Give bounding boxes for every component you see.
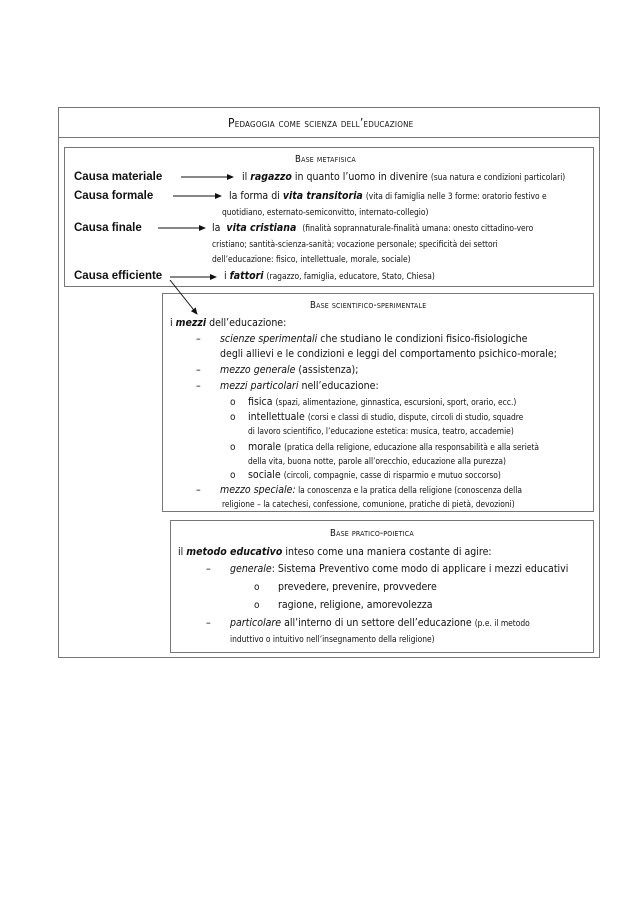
sociale-item: sociale (circoli, compagnie, casse di risparmio e mutuo soccorso)	[248, 469, 501, 481]
causa-finale-label: Causa finale	[74, 222, 142, 234]
dash-particolari: –	[196, 380, 201, 392]
scienze-line2: degli allievi e le condizioni e leggi del comportamento psichico-morale;	[220, 348, 557, 360]
pratico-heading: Base pratico-poietica	[330, 528, 414, 539]
dash-generale-metodo: –	[206, 563, 211, 575]
fisica-item: fisica (spazi, alimentazione, ginnastica, escursioni, sport, orario, ecc.)	[248, 396, 517, 408]
causa-formale-label: Causa formale	[74, 190, 154, 202]
bullet-prevedere: o	[254, 582, 260, 593]
causa-efficiente-label: Causa efficiente	[74, 270, 163, 282]
causa-formale-note2: quotidiano, esternato-semiconvitto, internato-collegio)	[222, 207, 429, 217]
dash-particolare-metodo: –	[206, 617, 211, 629]
bullet-intellettuale: o	[230, 412, 236, 423]
causa-finale-text: la vita cristiana (finalità soprannaturale-finalità umana: onesto cittadino-vero	[212, 222, 534, 234]
arrow-to-mezzi	[170, 280, 197, 314]
mezzi-intro: i mezzi dell’educazione:	[170, 317, 287, 329]
scientifico-heading: Base scientifico-sperimentale	[310, 300, 427, 311]
causa-efficiente-text: i fattori (ragazzo, famiglia, educatore, Stato, Chiesa)	[224, 270, 435, 282]
causa-finale-note3: dell’educazione: fisico, intellettuale, morale, sociale)	[212, 254, 411, 264]
particolare-note2: induttivo o intuitivo nell’insegnamento della religione)	[230, 634, 435, 644]
metafisica-heading: Base metafisica	[295, 154, 356, 165]
intellettuale-note2: di lavoro scientifico, l’educazione estetica: musica, teatro, accademie)	[248, 426, 514, 436]
mezzo-speciale: mezzo speciale: la conoscenza e la pratica della religione (conoscenza della	[220, 484, 522, 496]
morale-note2: della vita, buona notte, parole all’orecchio, educazione alla purezza)	[248, 456, 506, 466]
metodo-intro: il metodo educativo inteso come una maniera costante di agire:	[178, 546, 492, 558]
dash-speciale: –	[196, 484, 201, 496]
causa-materiale-label: Causa materiale	[74, 171, 163, 183]
page-title: Pedagogia come scienza dell’educazione	[228, 116, 414, 130]
causa-materiale-text: il ragazzo in quanto l’uomo in divenire (sua natura e condizioni particolari)	[242, 171, 566, 183]
causa-finale-note2: cristiano; santità-scienza-sanità; vocazione personale; specificità dei settori	[212, 239, 498, 249]
causa-formale-text: la forma di vita transitoria (vita di famiglia nelle 3 forme: oratorio festivo e	[229, 190, 547, 202]
bullet-fisica: o	[230, 397, 236, 408]
intellettuale-item: intellettuale (corsi e classi di studio, dispute, circoli di studio, squadre	[248, 411, 524, 423]
bullet-sociale: o	[230, 470, 236, 481]
metodo-generale: generale: Sistema Preventivo come modo di applicare i mezzi educativi	[230, 563, 569, 575]
dash-generale: –	[196, 364, 201, 376]
scienze-sperimentali: scienze sperimentali che studiano le condizioni fisico-fisiologiche	[220, 333, 528, 345]
bullet-ragione: o	[254, 600, 260, 611]
metodo-particolare: particolare all’interno di un settore dell’educazione (p.e. il metodo	[230, 617, 530, 629]
dash-scienze: –	[196, 333, 201, 345]
item-ragione: ragione, religione, amorevolezza	[278, 599, 433, 611]
bullet-morale: o	[230, 442, 236, 453]
mezzi-particolari: mezzi particolari nell’educazione:	[220, 380, 379, 392]
item-prevedere: prevedere, prevenire, provvedere	[278, 581, 437, 593]
speciale-note2: religione – la catechesi, confessione, comunione, pratiche di pietà, devozioni)	[222, 499, 515, 509]
morale-item: morale (pratica della religione, educazione alla responsabilità e alla serietà	[248, 441, 540, 453]
mezzo-generale: mezzo generale (assistenza);	[220, 364, 359, 376]
